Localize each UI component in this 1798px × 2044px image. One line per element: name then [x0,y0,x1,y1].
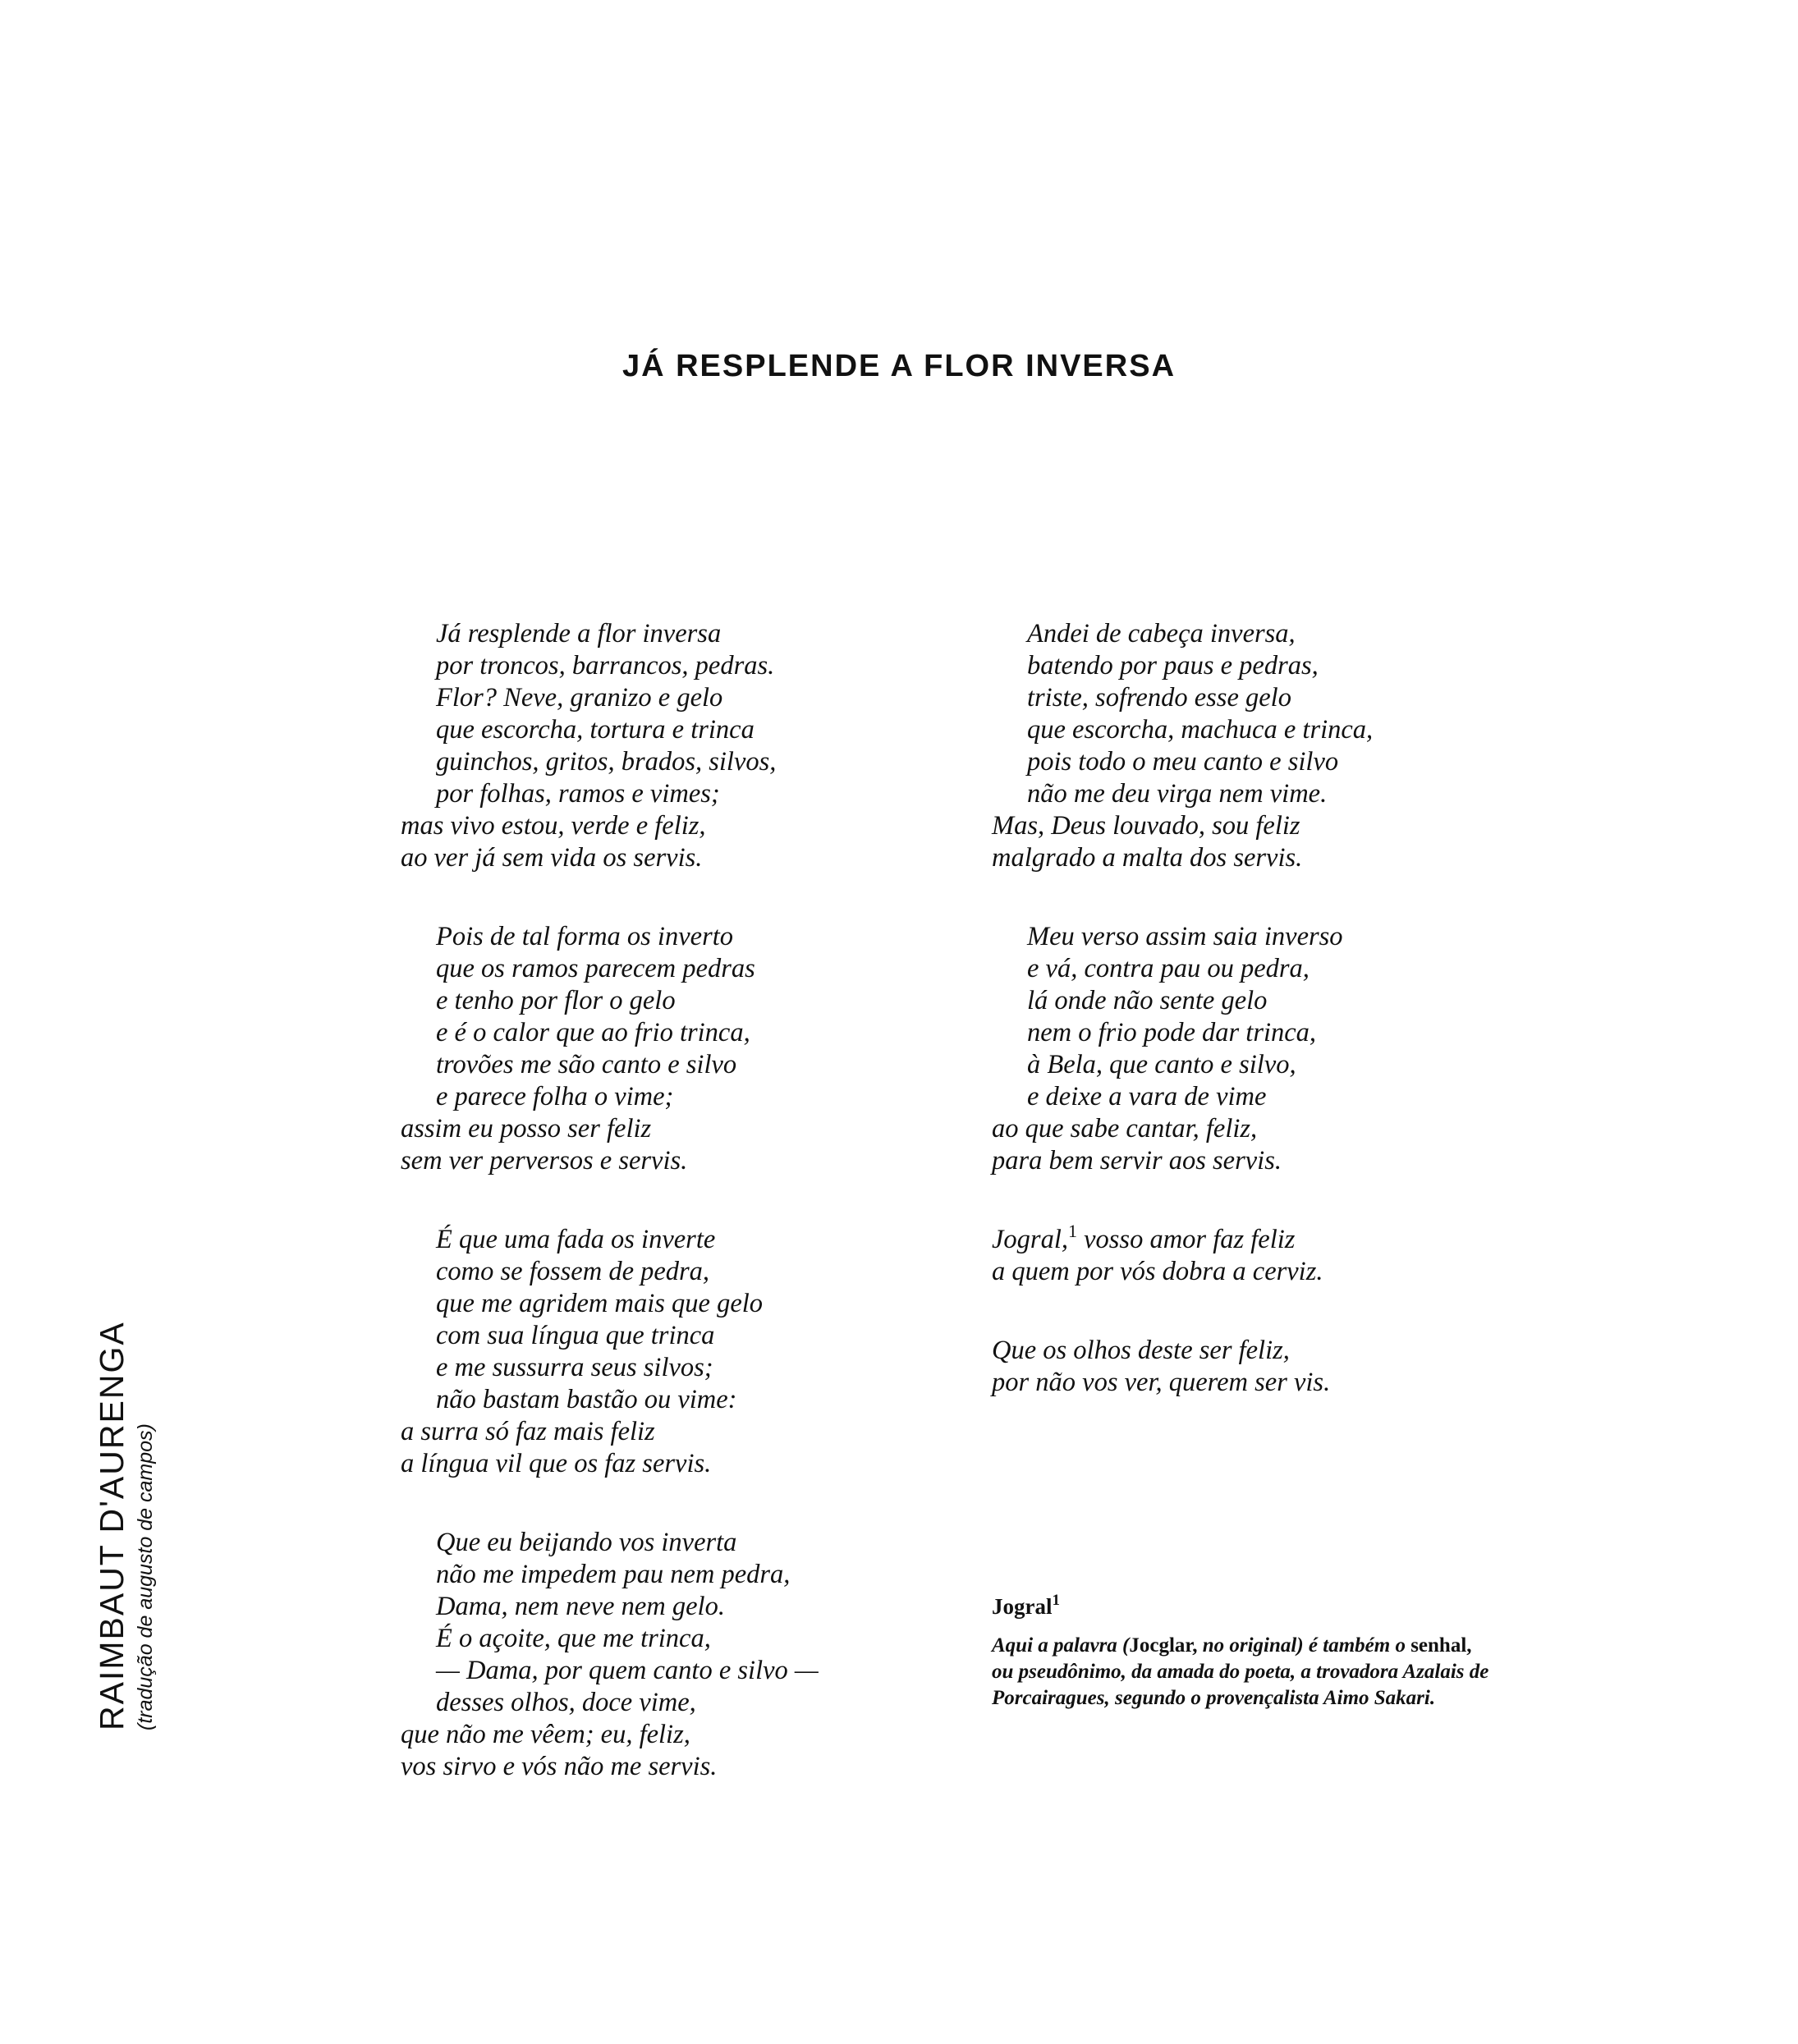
poem-line: guinchos, gritos, brados, silvos, [436,747,777,777]
poem-line: a quem por vós dobra a cerviz. [992,1257,1323,1286]
poem-line: como se fossem de pedra, [436,1257,710,1286]
stanza [992,921,1616,1177]
poem-line: lá onde não sente gelo [1027,986,1268,1015]
line-text: vosso amor faz feliz [1076,1225,1296,1254]
poem-title: JÁ RESPLENDE A FLOR INVERSA [622,349,1176,383]
poem-line: que me agridem mais que gelo [436,1289,764,1318]
poem-line: por folhas, ramos e vimes; [436,779,720,809]
poem-line: — Dama, por quem canto e silvo — [436,1656,819,1685]
final-couplet [992,1335,1616,1399]
poem-right-column [992,618,1616,1446]
poem-line: batendo por paus e pedras, [1027,651,1319,681]
poem-line [992,1221,1616,1256]
poem-line: mas vivo estou, verde e feliz, [401,811,706,841]
poem-line: malgrado a malta dos servis. [992,843,1303,873]
tornada [992,1221,1616,1288]
poem-line: que não me vêem; eu, feliz, [401,1720,690,1749]
poem-line: Dama, nem neve nem gelo. [436,1592,725,1621]
poem-line: e parece folha o vime; [436,1082,674,1111]
poem-line: e vá, contra pau ou pedra, [1027,954,1310,983]
footnote-text-part: Porcairagues, segundo o provençalista Aimo Sakari. [992,1687,1436,1709]
poem-line: com sua língua que trinca [436,1321,715,1350]
poem-left-column [401,618,975,1830]
poem-line: vos sirvo e vós não me servis. [401,1752,718,1781]
poem-line: por troncos, barrancos, pedras. [436,651,775,681]
poem-line: É o açoite, que me trinca, [436,1624,711,1653]
stanza [401,1224,975,1480]
footnote-heading-text: Jogral [992,1594,1053,1619]
stanza [401,618,975,874]
poem-line: e me sussurra seus silvos; [436,1353,713,1382]
poem-line: Andei de cabeça inversa, [1027,619,1296,648]
poem-line: e tenho por flor o gelo [436,986,676,1015]
poem-line: por não vos ver, querem ser vis. [992,1368,1331,1397]
stanza [992,618,1616,874]
poem-line: triste, sofrendo esse gelo [1027,683,1291,713]
poem-line: nem o frio pode dar trinca, [1027,1018,1317,1047]
poem-line: ao que sabe cantar, feliz, [992,1114,1258,1143]
poem-line: assim eu posso ser feliz [401,1114,652,1143]
footnote-term: Jocglar, [1129,1634,1198,1657]
footnote [992,1594,1649,1712]
poem-line: trovões me são canto e silvo [436,1050,737,1079]
footnote-term: senhal, [1410,1634,1472,1657]
stanza [401,1527,975,1783]
poem-line: Meu verso assim saia inverso [1027,922,1343,951]
poem-line: não me impedem pau nem pedra, [436,1560,791,1589]
translator-credit: (tradução de augusto de campos) [134,1423,157,1730]
footnote-marker: 1 [1067,1221,1077,1241]
poem-line: Já resplende a flor inversa [436,619,722,648]
poem-line: Que eu beijando vos inverta [436,1528,737,1557]
poem-line: não me deu virga nem vime. [1027,779,1328,809]
author-name: RAIMBAUT D'AURENGA [93,1321,131,1730]
side-credit [90,1321,158,1730]
footnote-heading [992,1594,1649,1620]
poem-line: que escorcha, machuca e trinca, [1027,715,1374,745]
poem-line: É que uma fada os inverte [436,1225,716,1254]
poem-line: ao ver já sem vida os servis. [401,843,703,873]
stanza [401,921,975,1177]
poem-line: à Bela, que canto e silvo, [1027,1050,1296,1079]
poem-line: que os ramos parecem pedras [436,954,755,983]
poem-line: para bem servir aos servis. [992,1146,1282,1176]
poem-line: Pois de tal forma os inverto [436,922,733,951]
poem-line: e deixe a vara de vime [1027,1082,1267,1111]
poem-line: sem ver perversos e servis. [401,1146,688,1176]
footnote-text [992,1633,1649,1712]
poem-line: Que os olhos deste ser feliz, [992,1336,1290,1365]
poem-line: a língua vil que os faz servis. [401,1449,712,1478]
poem-line: Mas, Deus louvado, sou feliz [992,811,1300,841]
poem-line: e é o calor que ao frio trinca, [436,1018,750,1047]
footnote-text-part: ou pseudônimo, da amada do poeta, a trovadora Azalais de [992,1661,1489,1683]
poem-line: pois todo o meu canto e silvo [1027,747,1339,777]
poem-line: a surra só faz mais feliz [401,1417,655,1446]
poem-line: que escorcha, tortura e trinca [436,715,755,745]
poem-line: não bastam bastão ou vime: [436,1385,737,1414]
line-text: Jogral, [992,1225,1068,1254]
poem-line: desses olhos, doce vime, [436,1688,696,1717]
footnote-text-part: Aqui a palavra ( [992,1634,1130,1657]
poem-line: Flor? Neve, granizo e gelo [436,683,723,713]
footnote-text-part: no original) é também o [1197,1634,1411,1657]
footnote-marker: 1 [1052,1592,1060,1609]
